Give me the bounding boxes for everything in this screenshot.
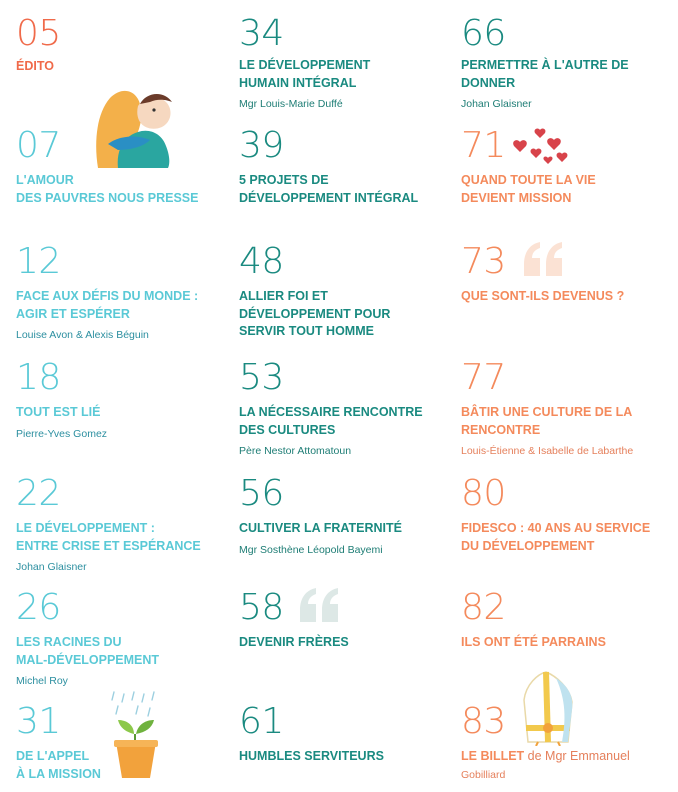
- entry-title: BÂTIR UNE CULTURE DE LA RENCONTRE: [461, 405, 633, 437]
- entry-title: ÉDITO: [16, 59, 54, 73]
- entry-title: LES RACINES DU MAL-DÉVELOPPEMENT: [16, 635, 160, 667]
- page-number: 61: [239, 701, 284, 742]
- toc-entry-05[interactable]: [16, 13, 61, 76]
- page-number: 34: [239, 13, 284, 54]
- entry-author: Johan Glaisner: [461, 98, 532, 110]
- entry-title-line: [461, 748, 630, 766]
- entry-title-suffix: de Mgr Emmanuel: [524, 749, 630, 763]
- entry-author: Mgr Sosthène Léopold Bayemi: [239, 543, 383, 556]
- bishop-mitre-icon: [516, 670, 580, 746]
- toc-entry-31[interactable]: [16, 701, 101, 783]
- entry-title: CULTIVER LA FRATERNITÉ: [239, 521, 402, 535]
- entry-title: PERMETTRE À L'AUTRE DE DONNER: [461, 58, 629, 90]
- entry-title: DE L'APPEL À LA MISSION: [16, 749, 101, 781]
- toc-entry-12[interactable]: [16, 241, 199, 342]
- toc-entry-77[interactable]: [461, 357, 634, 458]
- entry-title: LE DÉVELOPPEMENT : ENTRE CRISE ET ESPÉRANCE: [16, 521, 201, 553]
- entry-title: ILS ONT ÉTÉ PARRAINS: [461, 635, 606, 649]
- toc-entry-22[interactable]: [16, 473, 201, 574]
- toc-entry-48[interactable]: [239, 241, 391, 341]
- toc-entry-18[interactable]: [16, 357, 108, 441]
- page-number: 48: [239, 241, 284, 282]
- toc-entry-80[interactable]: [461, 473, 651, 555]
- entry-title: FACE AUX DÉFIS DU MONDE : AGIR ET ESPÉRER: [16, 289, 199, 321]
- watering-plant-icon: [104, 690, 168, 780]
- entry-title: L'AMOUR DES PAUVRES NOUS PRESSE: [16, 173, 199, 205]
- page-number: 26: [16, 587, 61, 628]
- page-number: 31: [16, 701, 61, 742]
- page-number: 58: [239, 587, 284, 628]
- quote-marks-icon: [296, 586, 344, 624]
- entry-title: LA NÉCESSAIRE RENCONTRE DES CULTURES: [239, 405, 423, 437]
- toc-entry-66[interactable]: [461, 13, 629, 111]
- entry-title: TOUT EST LIÉ: [16, 405, 101, 419]
- page-number: 56: [239, 473, 284, 514]
- page-number: 07: [16, 125, 61, 166]
- entry-author: Michel Roy: [16, 675, 68, 687]
- entry-title: 5 PROJETS DE DÉVELOPPEMENT INTÉGRAL: [239, 173, 419, 205]
- hearts-icon: [510, 124, 574, 170]
- entry-title: DEVENIR FRÈRES: [239, 635, 349, 649]
- toc-entry-39[interactable]: [239, 125, 419, 207]
- entry-author: Johan Glaisner: [16, 561, 87, 573]
- entry-title: QUAND TOUTE LA VIE DEVIENT MISSION: [461, 173, 596, 205]
- entry-author: Louise Avon & Alexis Béguin: [16, 329, 149, 341]
- page-number: 12: [16, 241, 61, 282]
- entry-author: Père Nestor Attomatoun: [239, 445, 352, 457]
- page-number: 18: [16, 357, 61, 398]
- page-number: 80: [461, 473, 506, 514]
- page-number: 39: [239, 125, 284, 166]
- page-number: 66: [461, 13, 506, 54]
- page-number: 82: [461, 587, 506, 628]
- page-number: 71: [461, 125, 506, 166]
- page-number: 77: [461, 357, 506, 398]
- page-number: 22: [16, 473, 61, 514]
- toc-entry-26[interactable]: [16, 587, 160, 688]
- entry-author: Louis-Étienne & Isabelle de Labarthe: [461, 445, 634, 457]
- page-number: 05: [16, 13, 61, 54]
- hug-illustration-icon: [88, 84, 184, 170]
- entry-title: FIDESCO : 40 ANS AU SERVICE DU DÉVELOPPEMENT: [461, 521, 651, 553]
- page-number: 73: [461, 241, 506, 282]
- entry-title: ALLIER FOI ET DÉVELOPPEMENT POUR SERVIR TOUT HOMME: [239, 289, 391, 338]
- entry-title: HUMBLES SERVITEURS: [239, 749, 384, 763]
- toc-entry-34[interactable]: [239, 13, 371, 111]
- quote-marks-icon: [520, 240, 568, 278]
- entry-title: QUE SONT-ILS DEVENUS ?: [461, 289, 625, 303]
- toc-entry-53[interactable]: [239, 357, 423, 458]
- entry-title: LE DÉVELOPPEMENT HUMAIN INTÉGRAL: [239, 58, 371, 90]
- page-number: 53: [239, 357, 284, 398]
- page-number: 83: [461, 701, 506, 742]
- entry-author: Mgr Louis-Marie Duffé: [239, 98, 343, 110]
- entry-title: LE BILLET: [461, 749, 525, 763]
- toc-entry-61[interactable]: [239, 701, 384, 766]
- toc-entry-82[interactable]: [461, 587, 606, 652]
- toc-entry-56[interactable]: [239, 473, 402, 557]
- entry-author: Gobilliard: [461, 768, 506, 781]
- entry-author: Pierre-Yves Gomez: [16, 427, 108, 440]
